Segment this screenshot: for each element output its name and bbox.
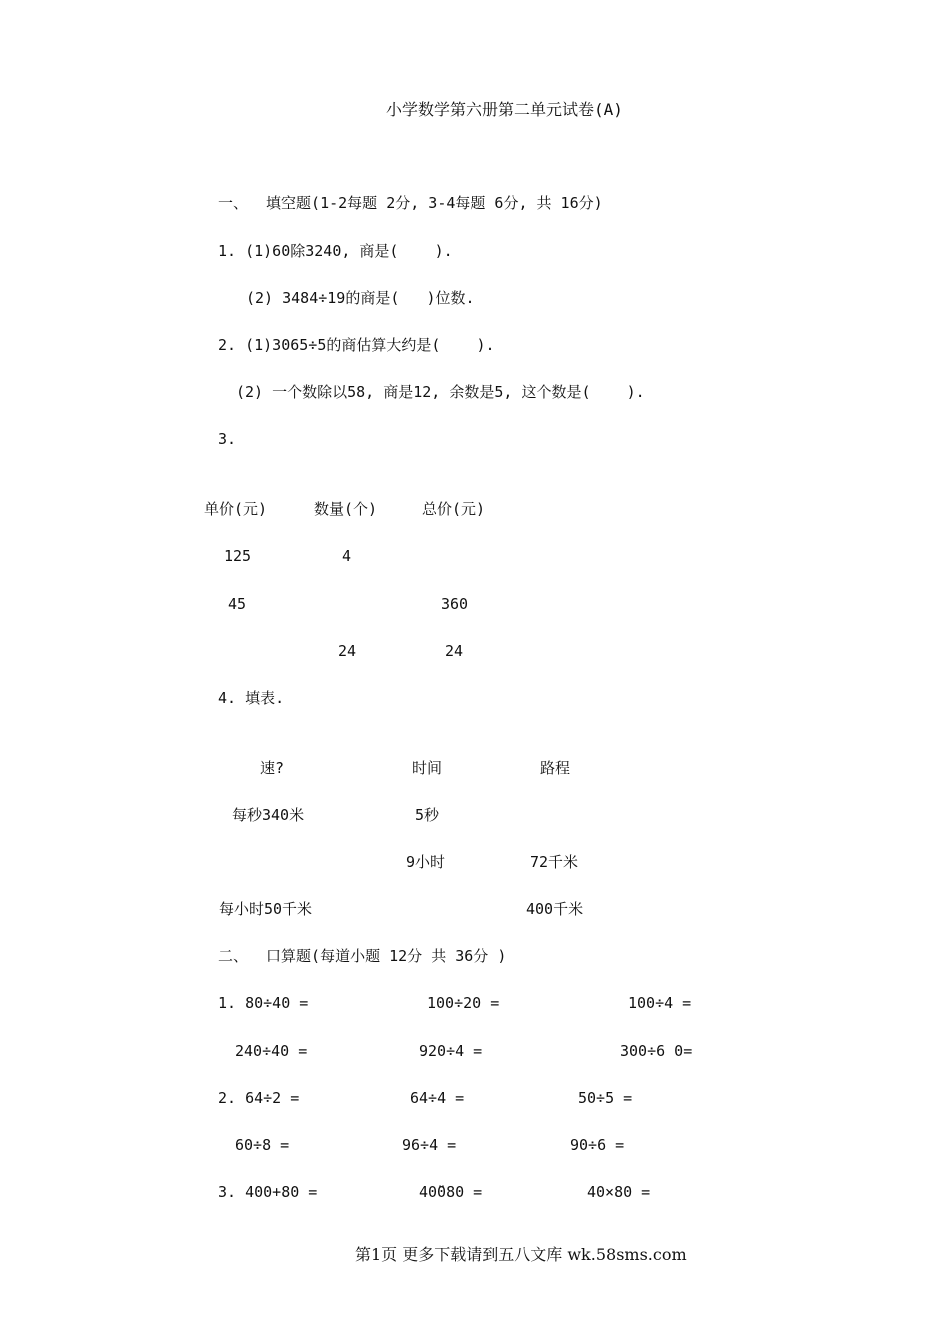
question-2-2: (2) 一个数除以58, 商是12, 余数是5, 这个数是( ).	[236, 383, 645, 401]
table2-cell: 400千米	[526, 900, 584, 918]
section1-heading: 一、 填空题(1-2每题 2分, 3-4每题 6分, 共 16分)	[218, 194, 603, 212]
oral-calc-item: 100÷20 =	[427, 994, 500, 1012]
section2-heading: 二、 口算题(每道小题 12分 共 36分 )	[218, 947, 507, 965]
question-4-label: 4. 填表.	[218, 689, 285, 707]
table1-cell: 4	[342, 547, 352, 565]
oral-calc-item: 300÷6 0=	[620, 1042, 693, 1060]
table1-cell: 24	[338, 642, 357, 660]
table2-cell: 72千米	[530, 853, 579, 871]
table2-cell: 每小时50千米	[219, 900, 313, 918]
oral-calc-item: 240÷40 =	[235, 1042, 308, 1060]
table1-header-quantity: 数量(个)	[314, 500, 378, 518]
question-2-1: 2. (1)3065÷5的商估算大约是( ).	[218, 336, 495, 354]
table1-cell: 45	[228, 595, 247, 613]
oral-calc-item: 96÷4 =	[402, 1136, 457, 1154]
table2-cell: 每秒340米	[232, 806, 305, 824]
oral-calc-item: 920÷4 =	[419, 1042, 483, 1060]
oral-calc-item: 40×80 =	[587, 1183, 651, 1201]
question-3-label: 3.	[218, 430, 237, 448]
table1-cell: 24	[445, 642, 464, 660]
oral-calc-item: 100÷4 =	[628, 994, 692, 1012]
table1-header-unit-price: 单价(元)	[204, 500, 268, 518]
table2-cell: 5秒	[415, 806, 440, 824]
oral-calc-item: 2. 64÷2 =	[218, 1089, 300, 1107]
oral-calc-item: 90÷6 =	[570, 1136, 625, 1154]
page-footer: 第1页 更多下载请到五八文库 wk.58sms.com	[355, 1245, 687, 1264]
oral-calc-item: 1. 80÷40 =	[218, 994, 309, 1012]
table1-header-total: 总价(元)	[422, 500, 486, 518]
oral-calc-item: 3. 400+80 =	[218, 1183, 318, 1201]
page-title: 小学数学第六册第二单元试卷(A)	[386, 100, 623, 119]
oral-calc-item: 64÷4 =	[410, 1089, 465, 1107]
table1-cell: 125	[224, 547, 252, 565]
oral-calc-item: 50÷5 =	[578, 1089, 633, 1107]
table1-cell: 360	[441, 595, 469, 613]
question-1-1: 1. (1)60除3240, 商是( ).	[218, 242, 453, 260]
question-1-2: (2) 3484÷19的商是( )位数.	[246, 289, 475, 307]
oral-calc-item: 60÷8 =	[235, 1136, 290, 1154]
table2-header-speed: 速?	[260, 759, 285, 777]
oral-calc-item: 40̈080 =	[419, 1183, 483, 1201]
table2-cell: 9小时	[406, 853, 446, 871]
table2-header-distance: 路程	[540, 759, 571, 777]
table2-header-time: 时间	[412, 759, 443, 777]
